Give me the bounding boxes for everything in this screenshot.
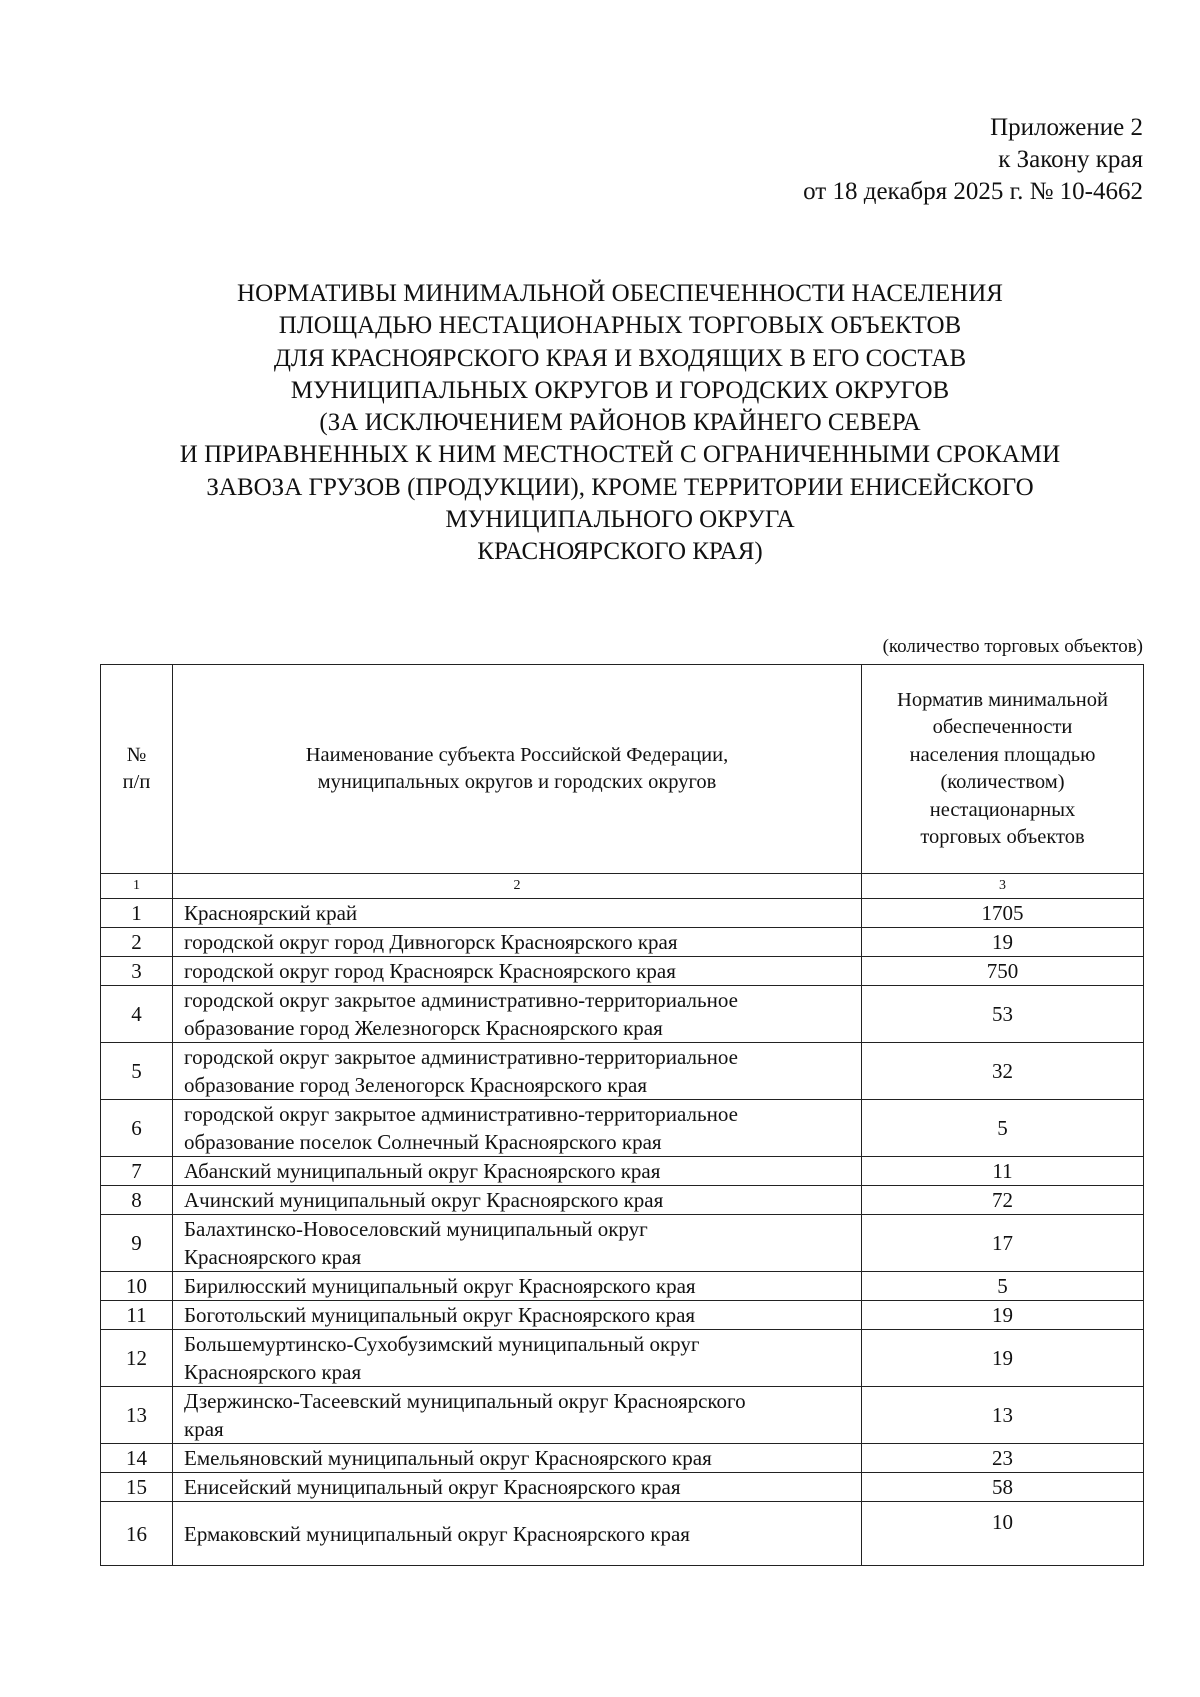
row-number: 7 — [101, 1157, 173, 1186]
title-line: ДЛЯ КРАСНОЯРСКОГО КРАЯ И ВХОДЯЩИХ В ЕГО СОСТАВ — [273, 344, 967, 372]
row-number: 12 — [101, 1330, 173, 1387]
table-row — [101, 1387, 1144, 1444]
row-name-text: Балахтинско-Новоселовский муниципальный округ — [184, 1217, 648, 1241]
row-name-text: городской округ закрытое административно-территориальное — [184, 1045, 738, 1069]
header-norm-line: (количеством) — [940, 771, 1065, 793]
row-name — [173, 1157, 862, 1186]
row-name-text: Красноярского края — [184, 1245, 362, 1269]
appendix-number: Приложение 2 — [990, 114, 1143, 141]
row-number: 13 — [101, 1387, 173, 1444]
column-number: 2 — [173, 874, 862, 899]
document-title — [90, 278, 1150, 569]
row-number: 1 — [101, 899, 173, 928]
title-line: МУНИЦИПАЛЬНОГО ОКРУГА — [445, 506, 795, 534]
row-number: 15 — [101, 1473, 173, 1502]
row-name — [173, 1186, 862, 1215]
table-row — [101, 986, 1144, 1043]
row-value: 13 — [862, 1387, 1144, 1444]
table-row — [101, 1157, 1144, 1186]
row-value: 10 — [862, 1502, 1144, 1566]
table-row — [101, 928, 1144, 957]
header-number — [101, 665, 173, 874]
row-value: 5 — [862, 1100, 1144, 1157]
title-line: (ЗА ИСКЛЮЧЕНИЕМ РАЙОНОВ КРАЙНЕГО СЕВЕРА — [319, 409, 921, 437]
table-row — [101, 1043, 1144, 1100]
header-norm — [862, 665, 1144, 874]
table-row — [101, 1272, 1144, 1301]
header-name-line: Наименование субъекта Российской Федерации, — [305, 743, 729, 766]
column-number: 3 — [862, 874, 1144, 899]
row-value: 19 — [862, 928, 1144, 957]
row-value: 19 — [862, 1301, 1144, 1330]
header-norm-line: населения площадью — [909, 743, 1096, 766]
table-row — [101, 1215, 1144, 1272]
row-value: 750 — [862, 957, 1144, 986]
header-name-line: муниципальных округов и городских округов — [317, 771, 717, 793]
header-norm-line: торговых объектов — [920, 826, 1085, 848]
row-name — [173, 1100, 862, 1157]
row-value: 5 — [862, 1272, 1144, 1301]
row-name-text: Красноярский край — [184, 901, 358, 925]
row-number: 5 — [101, 1043, 173, 1100]
row-name — [173, 1330, 862, 1387]
row-name-text: образование город Железногорск Красноярского края — [184, 1016, 663, 1040]
row-name-text: Красноярского края — [184, 1360, 362, 1384]
row-name-text: городской округ закрытое административно-территориальное — [184, 988, 738, 1012]
row-name-text: Емельяновский муниципальный округ Красноярского края — [184, 1446, 712, 1470]
table-header-row — [101, 665, 1144, 874]
table-row — [101, 1473, 1144, 1502]
row-name — [173, 1444, 862, 1473]
header-name — [173, 665, 862, 874]
header-number-sign: № — [126, 743, 147, 766]
row-number: 10 — [101, 1272, 173, 1301]
table-row — [101, 1502, 1144, 1566]
row-value: 11 — [862, 1157, 1144, 1186]
row-number: 16 — [101, 1502, 173, 1566]
row-name — [173, 986, 862, 1043]
row-name — [173, 1387, 862, 1444]
row-name — [173, 1473, 862, 1502]
appendix-reference — [543, 112, 1143, 208]
column-number: 1 — [101, 874, 173, 899]
row-number: 9 — [101, 1215, 173, 1272]
title-line: НОРМАТИВЫ МИНИМАЛЬНОЙ ОБЕСПЕЧЕННОСТИ НАСЕЛЕНИЯ — [237, 280, 1003, 307]
row-name-text: Бирилюсский муниципальный округ Красноярского края — [184, 1274, 696, 1298]
row-number: 8 — [101, 1186, 173, 1215]
row-name-text: Абанский муниципальный округ Красноярского края — [184, 1159, 661, 1183]
row-value: 32 — [862, 1043, 1144, 1100]
row-value: 19 — [862, 1330, 1144, 1387]
row-value: 72 — [862, 1186, 1144, 1215]
row-name-text: Енисейский муниципальный округ Красноярского края — [184, 1475, 681, 1499]
row-number: 4 — [101, 986, 173, 1043]
row-number: 11 — [101, 1301, 173, 1330]
column-numbers-row — [101, 874, 1144, 899]
row-name — [173, 899, 862, 928]
row-name — [173, 1301, 862, 1330]
row-name-text: городской округ закрытое административно-территориальное — [184, 1102, 738, 1126]
table-row — [101, 1301, 1144, 1330]
row-value: 23 — [862, 1444, 1144, 1473]
row-number: 2 — [101, 928, 173, 957]
table-row — [101, 899, 1144, 928]
row-name-text: образование поселок Солнечный Красноярского края — [184, 1130, 662, 1154]
title-line: ЗАВОЗА ГРУЗОВ (ПРОДУКЦИИ), КРОМЕ ТЕРРИТОРИИ ЕНИСЕЙСКОГО — [206, 473, 1034, 501]
table-row — [101, 1444, 1144, 1473]
row-name-text: Ермаковский муниципальный округ Красноярского края — [184, 1521, 690, 1546]
row-name-text: городской округ город Красноярск Красноярского края — [184, 959, 676, 983]
row-value: 53 — [862, 986, 1144, 1043]
row-name — [173, 928, 862, 957]
row-name-text: Большемуртинско-Сухобузимский муниципальный округ — [184, 1332, 700, 1356]
header-norm-line: Норматив минимальной — [897, 688, 1108, 711]
row-number: 14 — [101, 1444, 173, 1473]
row-name-text: образование город Зеленогорск Красноярского края — [184, 1073, 647, 1097]
row-name-text: Боготольский муниципальный округ Красноярского края — [184, 1303, 696, 1327]
row-number: 6 — [101, 1100, 173, 1157]
table-row — [101, 957, 1144, 986]
appendix-law-date: от 18 декабря 2025 г. № 10-4662 — [803, 178, 1143, 205]
norms-table — [100, 664, 1144, 1566]
header-norm-line: обеспеченности — [932, 716, 1073, 738]
row-name-text: городской округ город Дивногорск Красноярского края — [184, 930, 678, 954]
row-value: 58 — [862, 1473, 1144, 1502]
table-row — [101, 1186, 1144, 1215]
row-value: 1705 — [862, 899, 1144, 928]
header-number-abbr: п/п — [122, 771, 151, 793]
row-name-text: Ачинский муниципальный округ Красноярского края — [184, 1188, 664, 1212]
table-row — [101, 1330, 1144, 1387]
row-name-text: Дзержинско-Тасеевский муниципальный округ Красноярского — [184, 1389, 746, 1413]
row-name — [173, 1215, 862, 1272]
row-name — [173, 1502, 862, 1566]
row-name — [173, 1043, 862, 1100]
row-name-text: края — [184, 1417, 224, 1441]
title-line: МУНИЦИПАЛЬНЫХ ОКРУГОВ И ГОРОДСКИХ ОКРУГОВ — [290, 376, 950, 404]
row-name — [173, 1272, 862, 1301]
appendix-law-reference: к Закону края — [998, 146, 1143, 173]
title-line: КРАСНОЯРСКОГО КРАЯ) — [477, 538, 763, 566]
row-number: 3 — [101, 957, 173, 986]
unit-note: (количество торговых объектов) — [882, 636, 1143, 657]
title-line: И ПРИРАВНЕННЫХ К НИМ МЕСТНОСТЕЙ С ОГРАНИЧЕННЫМИ СРОКАМИ — [179, 441, 1061, 469]
row-value: 17 — [862, 1215, 1144, 1272]
header-norm-line: нестационарных — [929, 798, 1076, 821]
title-line: ПЛОЩАДЬЮ НЕСТАЦИОНАРНЫХ ТОРГОВЫХ ОБЪЕКТОВ — [278, 312, 962, 340]
table-row — [101, 1100, 1144, 1157]
row-name — [173, 957, 862, 986]
